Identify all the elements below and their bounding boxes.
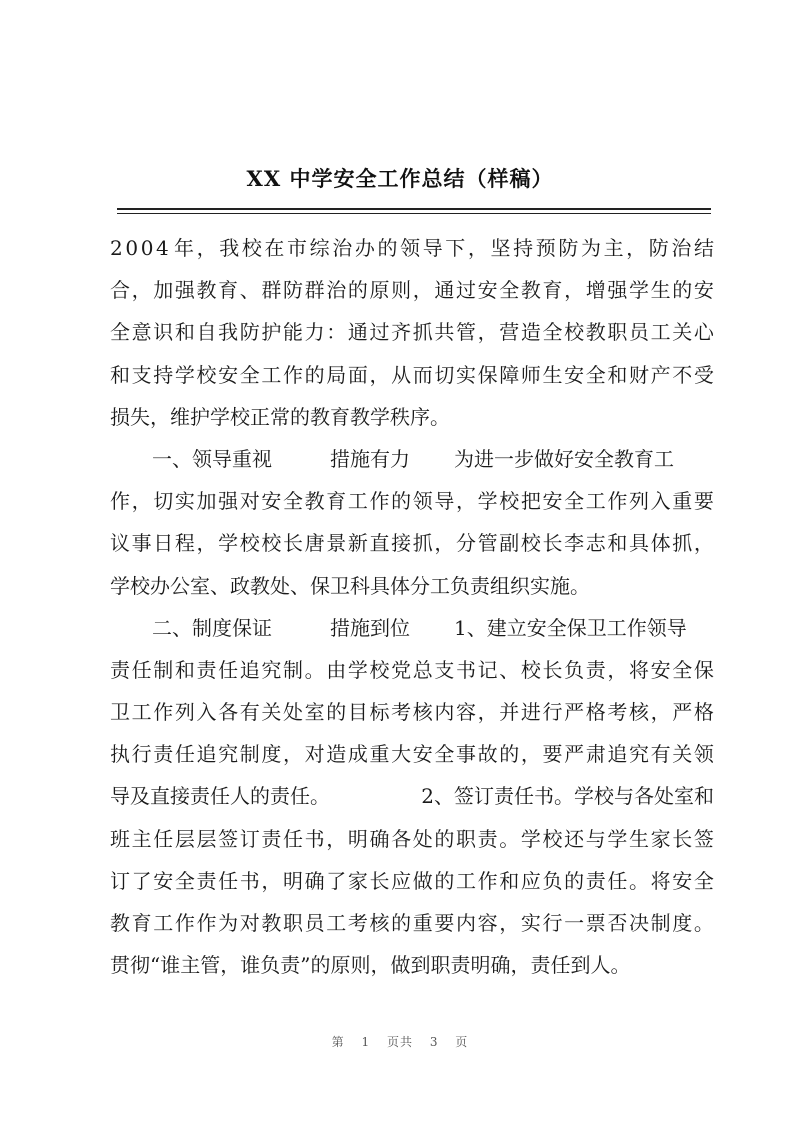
body-line: 损失，维护学校正常的教育教学秩序。 bbox=[110, 404, 450, 429]
body-line: 贯彻“谁主管，谁负责”的原则，做到职责明确，责任到人。 bbox=[110, 953, 631, 978]
section-one-text: 为进一步做好安全教育工 bbox=[454, 446, 674, 471]
body-line: 责 任 制 和 责 任 追 究 制 。 由 学 校 党 总 支 书 记 、 校 长 负 责 ， 将 安 全 保 bbox=[110, 657, 714, 682]
document-body bbox=[110, 227, 714, 986]
section-two-subheading: 措施到位 bbox=[330, 615, 410, 640]
body-line-part: 2、签订责任书。学校与各处室和 bbox=[421, 784, 714, 809]
footer-label-end: 页 bbox=[455, 1035, 469, 1049]
footer-total-pages: 3 bbox=[429, 1035, 439, 1049]
body-line: 2 0 0 4 年 ， 我 校 在 市 综 治 办 的 领 导 下 ， 坚 持 预 防 为 主 ， 防 治 结 bbox=[110, 236, 714, 260]
section-one-heading: 一、领导重视 bbox=[152, 446, 272, 471]
section-heading-line bbox=[110, 607, 714, 649]
body-line: 和 支 持 学 校 安 全 工 作 的 局 面 ， 从 而 切 实 保 障 师 生 安 全 和 财 产 不 受 bbox=[110, 362, 714, 387]
body-line-part: 导及直接责任人的责任。 bbox=[110, 784, 330, 809]
body-line: 学校办公室、政教处、保卫科具体分工负责组织实施。 bbox=[110, 573, 590, 598]
body-line: 卫 工 作 列 入 各 有 关 处 室 的 目 标 考 核 内 容 ， 并 进 行 严 格 考 核 ， 严 格 bbox=[110, 700, 714, 725]
section-one-subheading: 措施有力 bbox=[330, 446, 410, 471]
body-line: 全 意 识 和 自 我 防 护 能 力 ： 通 过 齐 抓 共 管 ， 营 造 全 校 教 职 员 工 关 心 bbox=[110, 320, 714, 345]
body-line: 教 育 工 作 作 为 对 教 职 员 工 考 核 的 重 要 内 容 ， 实 行 一 票 否 决 制 度 。 bbox=[110, 911, 714, 935]
footer-page-number: 1 bbox=[361, 1035, 371, 1049]
body-line: 议 事 日 程 ， 学 校 校 长 唐 景 新 直 接 抓 ， 分 管 副 校 长 李 志 和 具 体 抓 ， bbox=[110, 531, 714, 556]
body-line: 作 ， 切 实 加 强 对 安 全 教 育 工 作 的 领 导 ， 学 校 把 安 全 工 作 列 入 重 要 bbox=[110, 489, 714, 514]
body-line: 订 了 安 全 责 任 书 ， 明 确 了 家 长 应 做 的 工 作 和 应 负 的 责 任 。 将 安 全 bbox=[110, 868, 714, 893]
section-heading-line bbox=[110, 438, 714, 480]
footer-label-of: 页共 bbox=[386, 1035, 413, 1049]
body-line: 合 ， 加 强 教 育 、 群 防 群 治 的 原 则 ， 通 过 安 全 教 育 ， 增 强 学 生 的 安 bbox=[110, 278, 714, 303]
footer-label-page: 第 bbox=[331, 1035, 345, 1049]
title-rule-thick bbox=[117, 208, 711, 210]
body-line-split bbox=[110, 775, 714, 817]
title-rule-thin bbox=[117, 213, 711, 214]
section-two-heading: 二、制度保证 bbox=[152, 615, 272, 640]
page-footer bbox=[0, 1033, 800, 1050]
document-title: XX 中学安全工作总结（样稿） bbox=[246, 166, 554, 191]
section-two-text: 1、建立安全保卫工作领导 bbox=[454, 615, 687, 640]
body-line: 执 行 责 任 追 究 制 度 ， 对 造 成 重 大 安 全 事 故 的 ， 要 严 肃 追 究 有 关 领 bbox=[110, 742, 714, 767]
body-line: 班 主 任 层 层 签 订 责 任 书 ， 明 确 各 处 的 职 责 。 学 校 还 与 学 生 家 长 签 bbox=[110, 826, 714, 851]
